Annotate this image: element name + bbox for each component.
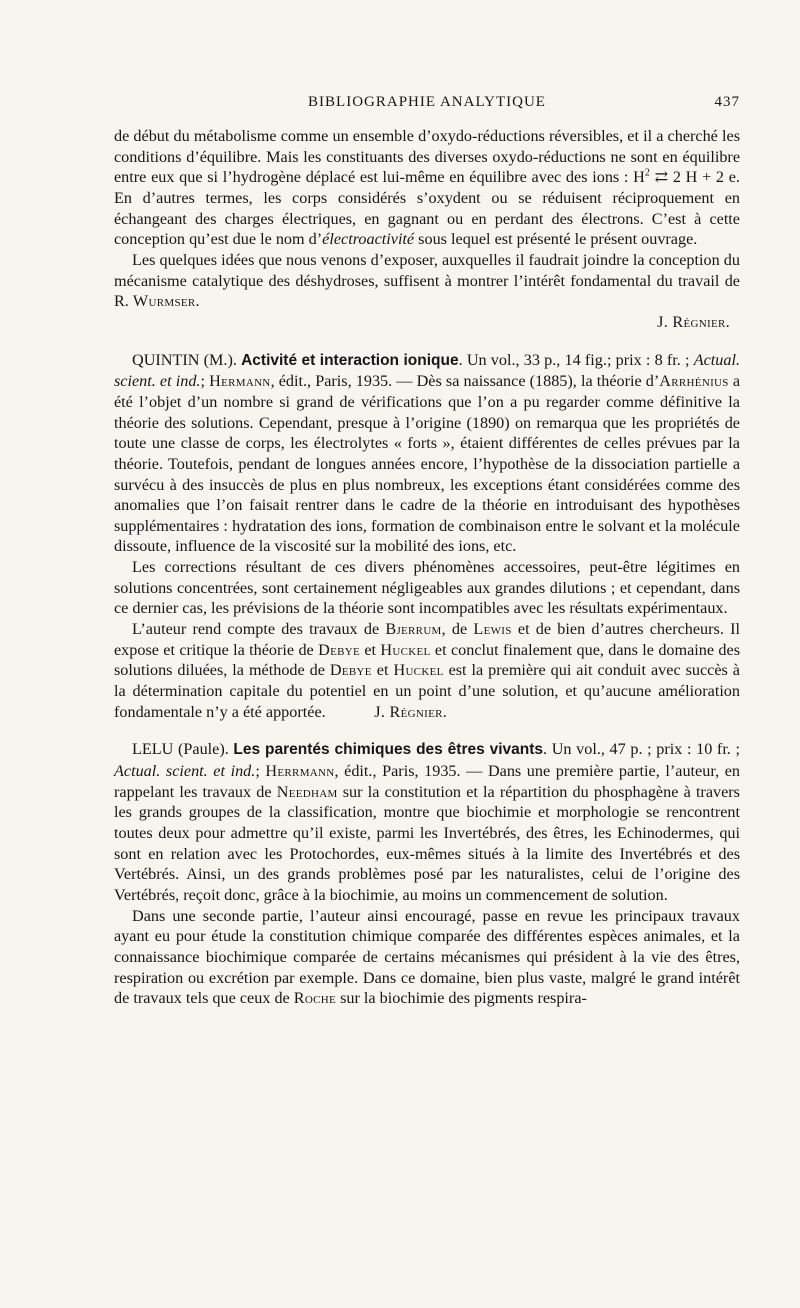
- review1-signature: J. Régnier.: [657, 312, 730, 331]
- publisher: Hermann: [209, 372, 271, 391]
- review2-book-title: Activité et interaction ionique: [241, 351, 459, 369]
- review2-paragraph-1: QUINTIN (M.). Activité et interaction ionique. Un vol., 33 p., 14 fig.; prix : 8 fr. ; Actual. scient. et ind.; Hermann, édit., Paris, 1935. — Dès sa naissance (1885), la théorie d’Arrhénius a été l’objet d’un nombre si grand de vérifications que l’on a pu regarder comme définitive la théorie des solutions. Cependant, presque à l’origine (1890) on remarqua que les propriétés de toute une classe de corps, les électrolytes « forts », étaient différentes de celles prévues par la théorie. Toutefois, pendant de longues années encore, l’hypothèse de la dissociation partielle a survécu à des insuccès de plus en plus nombreux, les exceptions étant considérées comme des anomalies que l’on faisait rentrer dans le cadre de la théorie en introduisant des hypothèses supplémentaires : hydratation des ions, formation de combinaison entre le solvant et la molécule dissoute, influence de la viscosité sur la mobilité des ions, etc.: [114, 350, 741, 556]
- author-reference: Debye: [318, 640, 361, 659]
- review2-author: QUINTIN (M.).: [132, 350, 242, 369]
- review1-paragraph-2: Les quelques idées que nous venons d’exposer, auxquelles il faudrait joindre la conception du mécanisme catalytique des déshydroses, suffisent à montrer l’intérêt fondamental du travail de R. Wurmser.: [114, 250, 740, 311]
- running-title: BIBLIOGRAPHIE ANALYTIQUE: [308, 94, 546, 110]
- author-reference: Huckel: [393, 661, 444, 680]
- review3-paragraph-1: LELU (Paule). Les parentés chimiques des êtres vivants. Un vol., 47 p. ; prix : 10 fr. ; Actual. scient. et ind.; Herrmann, édit., Paris, 1935. — Dans une première partie, l’auteur, en rappelant les travaux de Needham sur la constitution et la répartition du phosphagène à travers les grands groupes de la classification, montre que biochimie et morphologie se rencontrent toutes deux pour admettre qu’il existe, parmi les Invertébrés, des êtres, les Echinodermes, qui sont en relation avec les Protochordes, eux-mêmes situés à la limite des Invertébrés et des Vertébrés. Ainsi, un des grands problèmes posé par les naturalistes, celui de l’origine des Vertébrés, reçoit donc, grâce à la biochimie, au moins un commencement de solution.: [114, 740, 740, 904]
- page-number: 437: [714, 94, 740, 110]
- author-reference: Huckel: [380, 640, 431, 659]
- author-reference: Lewis: [473, 620, 512, 639]
- page-body: [114, 126, 740, 1009]
- author-reference: Bjerrum: [385, 620, 442, 639]
- review3-author: LELU (Paule).: [132, 740, 234, 759]
- series-name: Actual. scient. et ind.: [114, 350, 741, 391]
- author-reference: Debye: [329, 661, 372, 680]
- author-reference: Roche: [293, 989, 337, 1008]
- review2-paragraph-2: Les corrections résultant de ces divers phénomènes accessoires, peut-être légitimes en solutions concentrées, sont certainement négligeables aux grandes dilutions ; et cependant, dans ce dernier cas, les prévisions de la théorie sont incompatibles avec les résultats expérimentaux.: [114, 558, 740, 618]
- author-reference: Needham: [276, 782, 338, 801]
- author-reference: Wurmser: [132, 292, 196, 311]
- review2-signature: J. Régnier.: [374, 702, 448, 721]
- review2-paragraph-3: L’auteur rend compte des travaux de Bjerrum, de Lewis et de bien d’autres chercheurs. Il expose et critique la théorie de Debye et Huckel et conclut finalement que, dans le domaine des solutions diluées, la méthode de Debye et Huckel est la première qui ait conduit avec succès à la détermination capitale du potentiel en un point d’une solution, et qu’aucune amélioration fondamentale n’y a été apportée. J. Régnier.: [114, 620, 741, 721]
- review3-paragraph-2: Dans une seconde partie, l’auteur ainsi encouragé, passe en revue les principaux travaux ayant eu pour étude la constitution chimique comparée des différentes espèces animales, et la connaissance biochimique comparée de certains mécanismes qui président à la vie des êtres, respiration ou excrétion par exemple. Dans ce domaine, bien plus vaste, malgré le grand intérêt de travaux tels que ceux de Roche sur la biochimie des pigments respira-: [114, 906, 740, 1008]
- publisher: Herrmann: [265, 762, 335, 781]
- running-header: [114, 94, 740, 116]
- review1-paragraph-1: de début du métabolisme comme un ensemble d’oxydo-réductions réversibles, et il a cherché les conditions d’équilibre. Mais les constituants des diverses oxydo-réductions ne sont en équilibre entre eux que si l’hydrogène déplacé est lui-même en équilibre avec des ions : $H^2$ ⇄ 2 H + 2 e. En d’autres termes, les corps considérés s’oxydent ou se réduisent réciproquement en échangeant des charges électriques, en gagnant ou en perdant des électrons. C’est à cette conception qu’est due le nom d’électroactivité sous lequel est présenté le présent ouvrage.: [114, 127, 740, 249]
- series-name: Actual. scient. et ind.: [114, 762, 256, 781]
- author-reference: Arrhénius: [659, 372, 729, 391]
- review3-book-title: Les parentés chimiques des êtres vivants: [233, 741, 544, 759]
